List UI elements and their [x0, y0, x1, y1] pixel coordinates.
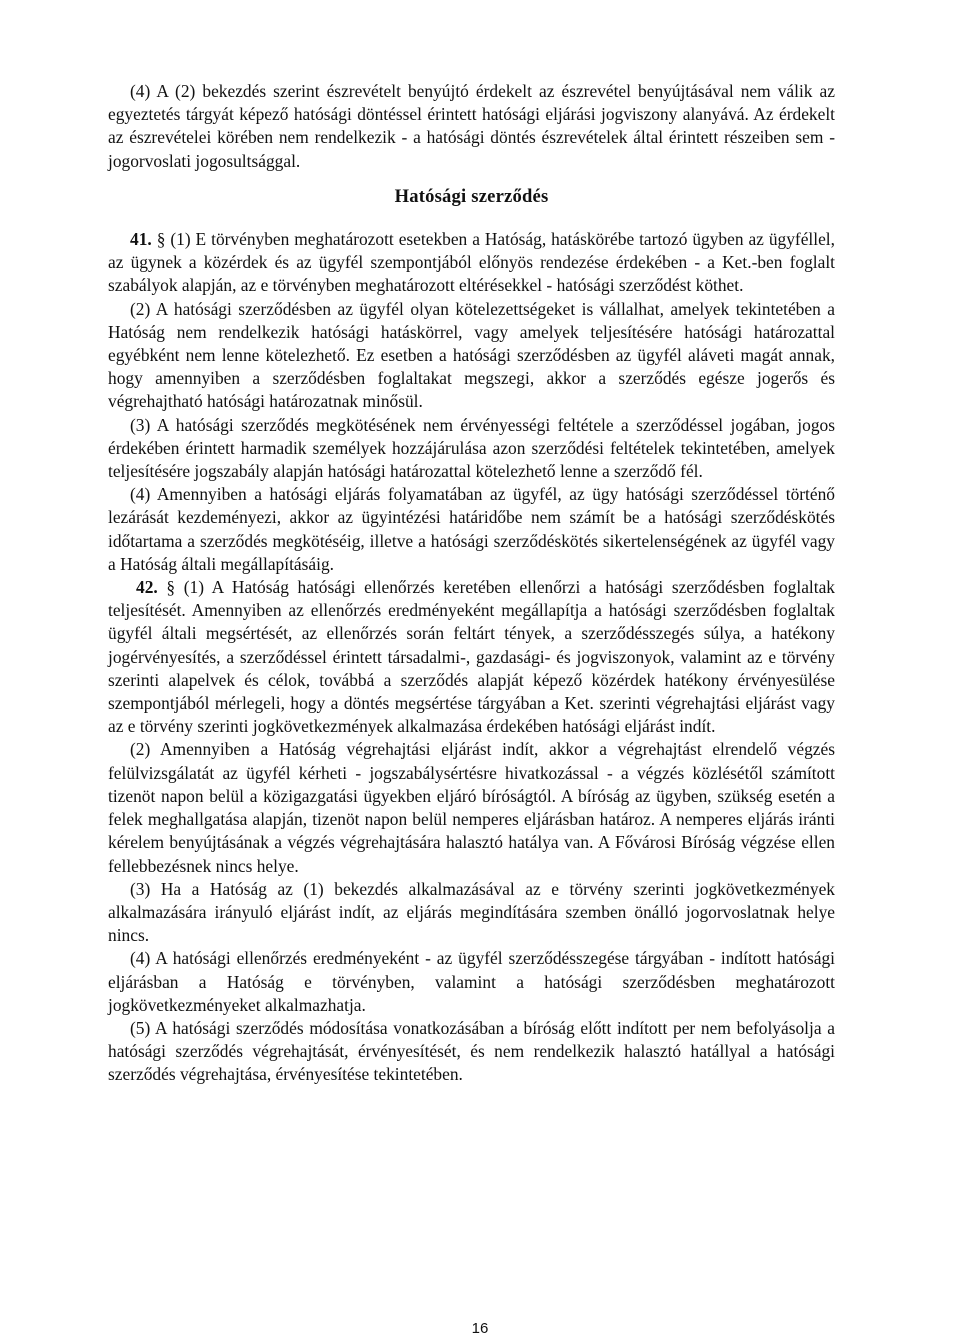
page-number: 16: [471, 1320, 489, 1337]
paragraph-42-5: (5) A hatósági szerződés módosítása vonatkozásában a bíróság előtt indított per nem befolyásolja a hatósági szerződés végrehajtását, érvényesítését, és nem rendelkezik halasztó hatállyal a hatósági szerződés végrehajtása, érvényesítése tekintetében.: [108, 1017, 835, 1085]
paragraph-41-2: (2) A hatósági szerződésben az ügyfél olyan kötelezettségeket is vállalhat, amelyek tekintetében a Hatóság nem rendelkezik hatósági hatáskörrel, vagy amelyek teljesítésére hatósági határozattal egyébként nem lenne kötelezhető. Ez esetben a hatósági szerződésben az ügyfél aláveti magát annak, hogy amennyiben a szerződésben foglaltakat megszegi, akkor a szerződés egésze jogerős és végrehajtható hatósági határozatnak minősül.: [108, 298, 835, 412]
section-number-41: 41.: [130, 229, 152, 250]
paragraph-42-1: [108, 576, 835, 738]
paragraph-42-3: (3) Ha a Hatóság az (1) bekezdés alkalmazásával az e törvény szerinti jogkövetkezmények alkalmazására irányuló eljárást indít, az eljárás megindítására szemben önálló jogorvoslatnak helye nincs.: [108, 878, 835, 946]
paragraph-42-4: (4) A hatósági ellenőrzés eredményeként - az ügyfél szerződésszegése tárgyában - indított hatósági eljárásban a Hatóság e törvényben, valamint a hatósági szerződésben meghatározott jogkövetkezményeket alkalmazhatja.: [108, 948, 835, 1015]
paragraph-41-3: (3) A hatósági szerződés megkötésének nem érvényességi feltétele a szerződéssel jogában, jogos érdekében érintett harmadik személyek hozzájárulása azon szerződési feltételek tekintetében, amelyek teljesítésére jogszabály alapján hatósági határozattal kötelezhető lenne a szerződő fél.: [108, 414, 835, 482]
document-page: [108, 80, 835, 1087]
section-heading: Hatósági szerződés: [394, 185, 549, 207]
paragraph-40-4: (4) A (2) bekezdés szerint észrevételt benyújtó érdekelt az észrevétel benyújtásával nem válik az egyeztetés tárgyát képező hatósági döntéssel érintett hatósági eljárási jogviszony alanyává. Az érdekelt az észrevételei körében nem rendelkezik - a hatósági döntés észrevételek által érintett részeiben sem - jogorvoslati jogosultsággal.: [108, 81, 835, 171]
paragraph-41-1: [108, 228, 835, 298]
section-number-42: 42.: [136, 577, 158, 598]
paragraph-41-4: (4) Amennyiben a hatósági eljárás folyamatában az ügyfél, az ügy hatósági szerződéssel történő lezárását kezdeményezi, akkor az ügyintézési határidőbe nem számít be a hatósági szerződéskötés időtartama a szerződés megkötéséig, illetve a hatósági szerződéskötés sikertelenségének az ügyfél vagy a Hatóság általi megállapításáig.: [108, 484, 835, 574]
paragraph-42-2: (2) Amennyiben a Hatóság végrehajtási eljárást indít, akkor a végrehajtást elrendelő végzés felülvizsgálatát az ügyfél kérheti - jogszabálysértésre hivatkozással - a végzés közlésétől számított tizenöt napon belül a közigazgatási ügyekben eljáró bíróságtól. A bíróság az ügyben, szükség esetén a felek meghallgatása alapján, tizenöt napon belül nemperes eljárásban határoz. A nemperes eljárás iránti kérelem benyújtásának a végzés végrehajtására halasztó hatálya van. A Fővárosi Bíróság végzése ellen fellebbezésnek nincs helye.: [108, 739, 835, 876]
paragraph-42-1-text: § (1) A Hatóság hatósági ellenőrzés keretében ellenőrzi a hatósági szerződésben foglaltak teljesítését. Amennyiben az ellenőrzés eredményeként megállapítja a hatósági szerződésben foglaltak ügyfél általi megsértését, az ellenőrzés során feltárt tények, a szerződésszegés súlya, a hatékony jogérvényesítés, a szerződéssel érintett társadalmi-, gazdasági- és jogviszonyok, valamint az e törvény szerinti alapelvek és célok, továbbá a szerződés alapját képező közérdek hatékony érvényesülése szempontjából mérlegeli, hogy a döntés megsértése tárgyában a Ket. szerinti végrehajtási eljárást vagy az e törvény szerinti jogkövetkezmények alkalmazása érdekében hatósági eljárást indít.: [108, 577, 835, 737]
paragraph-41-1-text: § (1) E törvényben meghatározott esetekben a Hatóság, hatáskörébe tartozó ügyben az ügyféllel, az ügynek a közérdek és az ügyfél szempontjából előnyös rendezése érdekében - a Ket.-ben foglalt szabályok alapján, az e törvényben meghatározott eltérésekkel - hatósági szerződést köthet.: [108, 229, 835, 296]
